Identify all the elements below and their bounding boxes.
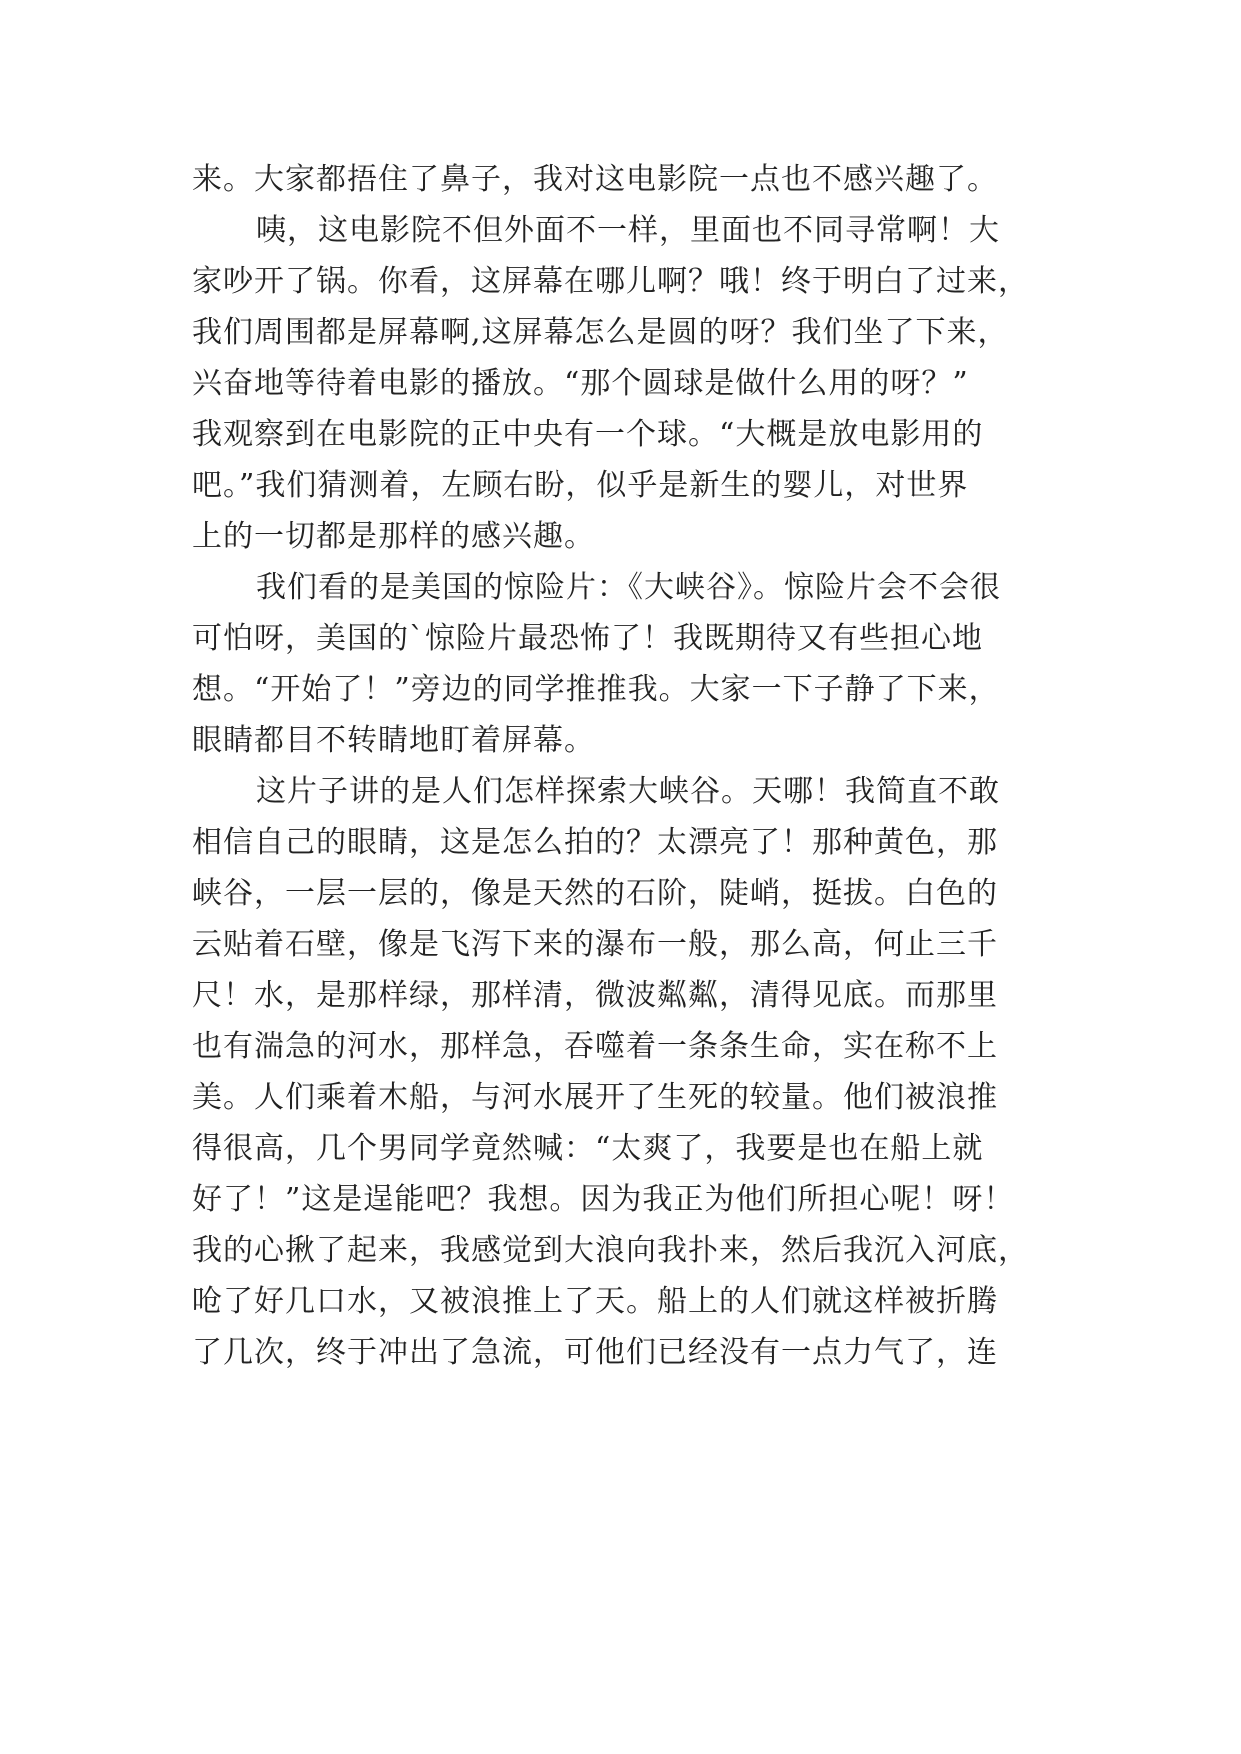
text-line: 我的心揪了起来，我感觉到大浪向我扑来，然后我沉入河底， — [192, 1233, 1029, 1268]
text-line: 云贴着石壁，像是飞泻下来的瀑布一般，那么高，何止三千 — [192, 927, 998, 962]
text-line: 也有湍急的河水，那样急，吞噬着一条条生命，实在称不上 — [192, 1029, 998, 1064]
text-line: 峡谷，一层一层的，像是天然的石阶，陡峭，挺拔。白色的 — [192, 876, 998, 911]
text-line: 家吵开了锅。你看，这屏幕在哪儿啊？哦！终于明白了过来， — [192, 264, 1029, 299]
text-line: 相信自己的眼睛，这是怎么拍的？太漂亮了！那种黄色，那 — [192, 825, 998, 860]
text-line: 这片子讲的是人们怎样探索大峡谷。天哪！我简直不敢 — [256, 774, 1000, 809]
text-line: 美。人们乘着木船，与河水展开了生死的较量。他们被浪推 — [192, 1080, 998, 1115]
text-line: 上的一切都是那样的感兴趣。 — [192, 519, 595, 554]
text-line: 好了！”这是逞能吧？我想。因为我正为他们所担心呢！呀！ — [192, 1182, 1015, 1217]
text-line: 来。大家都捂住了鼻子，我对这电影院一点也不感兴趣了。 — [192, 162, 998, 197]
text-line: 想。“开始了！”旁边的同学推推我。大家一下子静了下来， — [192, 672, 1000, 707]
text-line: 吧。”我们猜测着，左顾右盼，似乎是新生的婴儿，对世界 — [192, 468, 969, 503]
text-line: 我们周围都是屏幕啊,这屏幕怎么是圆的呀？我们坐了下来， — [192, 315, 1009, 350]
text-line: 尺！水，是那样绿，那样清，微波粼粼，清得见底。而那里 — [192, 978, 998, 1013]
text-line: 眼睛都目不转睛地盯着屏幕。 — [192, 723, 595, 758]
text-line: 我们看的是美国的惊险片：《大峡谷》。惊险片会不会很 — [256, 570, 1001, 605]
document-body — [192, 154, 1072, 1378]
text-line: 得很高，几个男同学竟然喊：“太爽了，我要是也在船上就 — [192, 1131, 984, 1166]
text-line: 了几次，终于冲出了急流，可他们已经没有一点力气了，连 — [192, 1335, 998, 1370]
text-line: 咦，这电影院不但外面不一样，里面也不同寻常啊！大 — [256, 213, 1000, 248]
text-line: 可怕呀，美国的`惊险片最恐怖了！我既期待又有些担心地 — [192, 621, 983, 656]
text-line: 呛了好几口水，又被浪推上了天。船上的人们就这样被折腾 — [192, 1284, 998, 1319]
text-line: 我观察到在电影院的正中央有一个球。“大概是放电影用的 — [192, 417, 984, 452]
text-line: 兴奋地等待着电影的播放。“那个圆球是做什么用的呀？” — [192, 366, 969, 401]
